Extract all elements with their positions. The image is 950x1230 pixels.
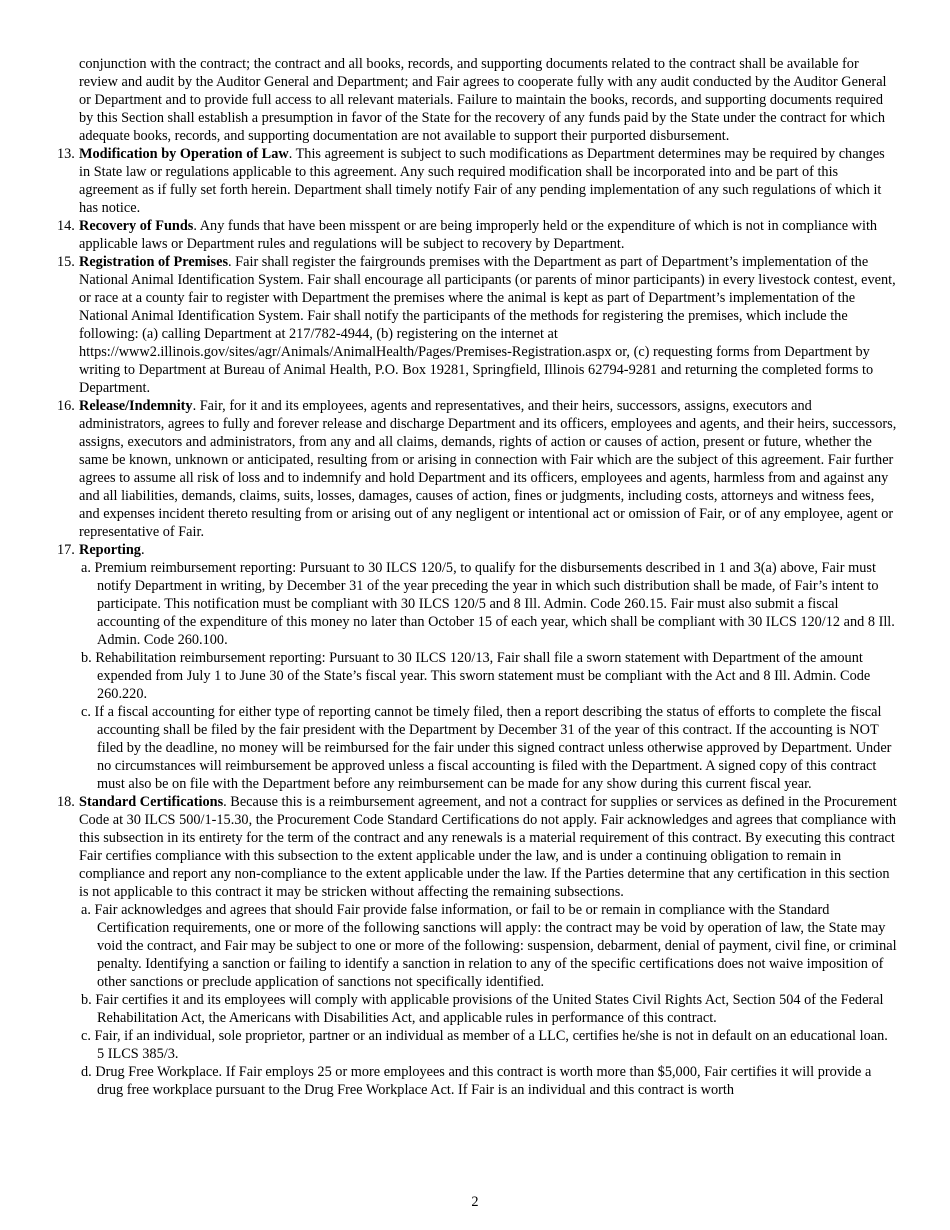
subitem-text: Fair certifies it and its employees will comply with applicable provisions of the United States Civil Rights Act, Section 504 of the Federal Rehabilitation Act, the Americans with Disabilities Act, and applicable rules in performance of this contract.: [95, 992, 884, 1026]
intro-paragraph: conjunction with the contract; the contract and all books, records, and supporting documents related to the contract shall be available for review and audit by the Auditor General and Department; and Fair agrees to cooperate fully with any audit conducted by the Auditor General or Department and to provide full access to all relevant materials. Failure to maintain the books, records, and supporting documents required by this Section shall establish a presumption in favor of the State for the recovery of any funds paid by the State under the contract for which adequate books, records, and supporting documentation are not available to support their purported disbursement.: [79, 56, 887, 144]
section-number: 17.: [57, 542, 75, 558]
section-title: Reporting: [79, 542, 141, 558]
section-13: [57, 145, 897, 217]
subitem-18d: [57, 1063, 897, 1099]
subitem-label: b.: [81, 992, 92, 1008]
subitem-18a: [57, 901, 897, 991]
subitem-18b: [57, 991, 897, 1027]
subitem-text: Rehabilitation reimbursement reporting: Pursuant to 30 ILCS 120/13, Fair shall file a sworn statement with Department of the amount expended from July 1 to June 30 of the State’s fiscal year. This sworn statement must be compliant with the Act and 8 Ill. Admin. Code 260.220.: [95, 650, 871, 702]
subitem-label: a.: [81, 902, 91, 918]
section-16: [57, 397, 897, 541]
subitem-text: Premium reimbursement reporting: Pursuant to 30 ILCS 120/5, to qualify for the disbursements described in 1 and 3(a) above, Fair must notify Department in writing, by December 31 of the year preceding the year in which such distribution shall be made, of Fair’s intent to participate. This notification must be compliant with 30 ILCS 120/5 and 8 Ill. Admin. Code 260.15. Fair must also submit a fiscal accounting of the expenditure of this money no later than October 15 of each year, which shall be compliant with 30 ILCS 120/12 and 8 Ill. Admin. Code 260.100.: [94, 560, 895, 648]
section-18: [57, 793, 897, 901]
subitem-17c: [57, 703, 897, 793]
section-text: . Any funds that have been misspent or are being improperly held or the expenditure of which is not in compliance with applicable laws or Department rules and regulations will be subject to recovery by Department.: [79, 218, 878, 252]
section-text: . Fair, for it and its employees, agents and representatives, and their heirs, successors, assigns, executors and administrators, agrees to fully and forever release and discharge Department and its officers, employees and agents, and their heirs, successors, assigns, executors and administrators, from any and all claims, demands, rights of action or causes of action, present or future, whether the same be known, unknown or anticipated, resulting from or arising in connection with Fair which are the subject of this agreement. Fair further agrees to assume all risk of loss and to indemnify and hold Department and its officers, employees and agents, harmless from and against any and all liabilities, demands, claims, suits, losses, damages, causes of action, fines or judgments, including costs, attorneys and witness fees, and expenses incident thereto resulting from or arising out of any negligent or intentional act or omission of Fair, or of any employee, agent or representative of Fair.: [79, 398, 897, 540]
section-title: Release/Indemnity: [79, 398, 193, 414]
section-text: . This agreement is subject to such modifications as Department determines may be required by changes in State law or regulations applicable to this agreement. Any such required modification shall be incorporated into and be part of this agreement as if fully set forth herein. Department shall timely notify Fair of any pending implementation of any such regulations of which it has notice.: [79, 146, 885, 216]
subitem-text: Drug Free Workplace. If Fair employs 25 or more employees and this contract is worth more than $5,000, Fair certifies it will provide a drug free workplace pursuant to the Drug Free Workplace Act. If Fair is an individual and this contract is worth: [95, 1064, 872, 1098]
section-text: .: [140, 542, 145, 558]
section-title: Recovery of Funds: [79, 218, 194, 234]
subitem-text: If a fiscal accounting for either type of reporting cannot be timely filed, then a report describing the status of efforts to complete the fiscal accounting shall be filed by the fair president with the Department by December 31 of the year of this contract. If the accounting is NOT filed by the deadline, no money will be reimbursed for the fair under this signed contract unless otherwise approved by Department. Under no circumstances will reimbursement be approved unless a fiscal accounting is filed with the Department. A signed copy of this contract must also be on file with the Department before any reimbursement can be made for any show during this current fiscal year.: [94, 704, 892, 792]
section-text: . Fair shall register the fairgrounds premises with the Department as part of Department’s implementation of the National Animal Identification System. Fair shall encourage all participants (or parents of minor participants) in every livestock contest, event, or race at a county fair to register with Department the premises where the animal is kept as part of Department’s implementation of the National Animal Identification System. Fair shall notify the participants of the methods for registering the premises, which include the following: (a) calling Department at 217/782-4944, (b) registering on the internet at https://www2.illinois.gov/sites/agr/Animals/AnimalHealth/Pages/Premises-Registration.aspx or, (c) requesting forms from Department by writing to Department at Bureau of Animal Health, P.O. Box 19281, Springfield, Illinois 62794-9281 and returning the completed forms to Department.: [79, 254, 896, 396]
subitem-17a: [57, 559, 897, 649]
section-number: 14.: [57, 218, 75, 234]
section-14: [57, 217, 897, 253]
section-number: 13.: [57, 146, 75, 162]
subitem-text: Fair, if an individual, sole proprietor, partner or an individual as member of a LLC, certifies he/she is not in default on an educational loan. 5 ILCS 385/3.: [94, 1028, 888, 1062]
page-number: 2: [471, 1194, 479, 1210]
page-body: [57, 55, 897, 1099]
section-number: 16.: [57, 398, 75, 414]
section-text: . Because this is a reimbursement agreement, and not a contract for supplies or services as defined in the Procurement Code at 30 ILCS 500/1-15.30, the Procurement Code Standard Certifications do not apply. Fair acknowledges and agrees that compliance with this subsection in its entirety for the term of the contract and any renewals is a material requirement of this contract. By executing this contract Fair certifies compliance with this subsection to the extent applicable under the law, and is under a continuing obligation to remain in compliance and report any non-compliance to the extent applicable under the law. If the Parties determine that any certification in this section is not applicable to this contract it may be stricken without affecting the remaining subsections.: [79, 794, 897, 900]
section-15: [57, 253, 897, 397]
subitem-label: c.: [81, 704, 91, 720]
section-title: Registration of Premises: [79, 254, 229, 270]
subitem-18c: [57, 1027, 897, 1063]
section-title: Modification by Operation of Law: [79, 146, 289, 162]
section-number: 18.: [57, 794, 75, 810]
subitem-label: b.: [81, 650, 92, 666]
subitem-label: d.: [81, 1064, 92, 1080]
subitem-17b: [57, 649, 897, 703]
subitem-label: c.: [81, 1028, 91, 1044]
section-title: Standard Certifications: [79, 794, 224, 810]
subitem-label: a.: [81, 560, 91, 576]
subitem-text: Fair acknowledges and agrees that should Fair provide false information, or fail to be or remain in compliance with the Standard Certification requirements, one or more of the following sanctions will apply: the contract may be void by operation of law, the State may void the contract, and Fair may be subject to one or more of the following: suspension, debarment, denial of payment, civil fine, or criminal penalty. Identifying a sanction or failing to identify a sanction in relation to any of the specific certifications does not waive imposition of other sanctions or preclude application of sanctions not specifically identified.: [94, 902, 897, 990]
section-17: [57, 541, 897, 559]
section-number: 15.: [57, 254, 75, 270]
